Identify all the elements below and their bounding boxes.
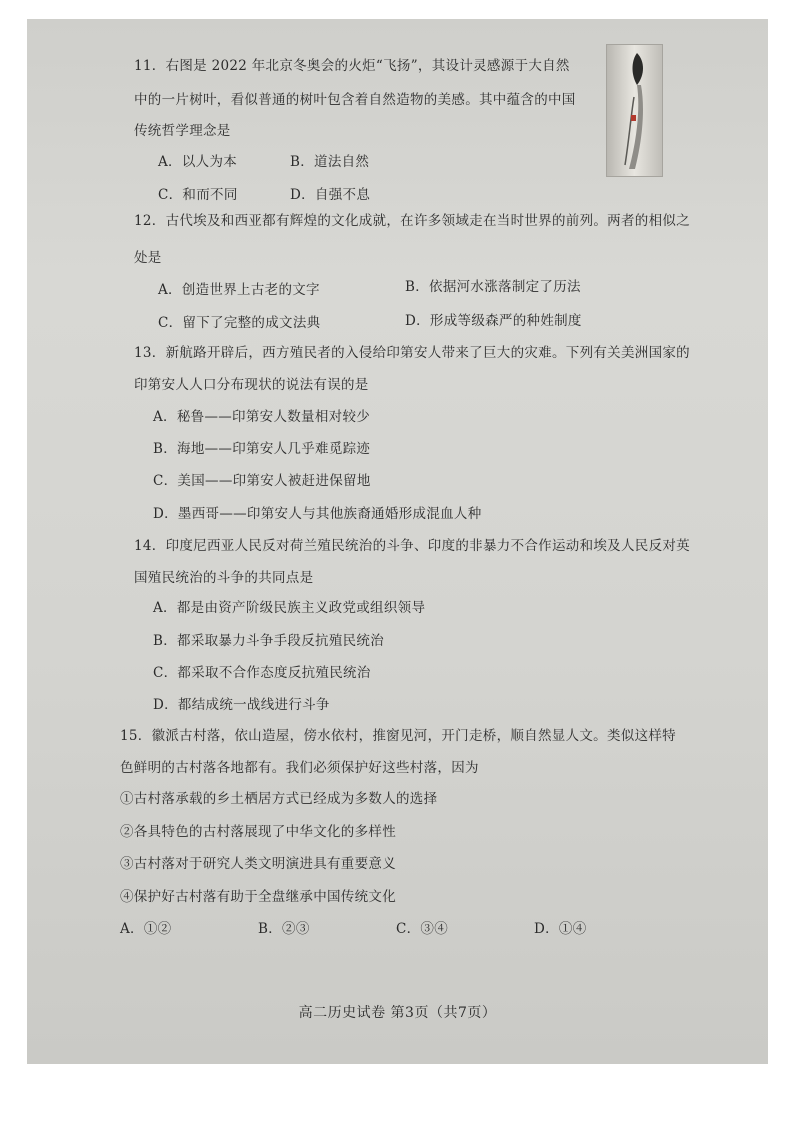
q14-stem-line-1: 14．印度尼西亚人民反对荷兰殖民统治的斗争、印度的非暴力不合作运动和埃及人民反对英 — [134, 538, 690, 554]
q14-option-d: D．都结成统一战线进行斗争 — [153, 697, 330, 713]
q15-option-a: A．①② — [120, 921, 172, 937]
q13-stem-line-2: 印第安人人口分布现状的说法有误的是 — [134, 377, 369, 393]
exam-page — [27, 19, 768, 1064]
q14-stem-line-2: 国殖民统治的斗争的共同点是 — [134, 570, 314, 586]
q12-stem-line-2: 处是 — [134, 250, 162, 266]
q15-statement-2: ②各具特色的古村落展现了中华文化的多样性 — [120, 824, 396, 840]
q15-stem-line-1: 15．徽派古村落，依山造屋，傍水依村，推窗见河，开门走桥，顺自然显人文。类似这样特 — [120, 728, 676, 744]
q15-stem-line-2: 色鲜明的古村落各地都有。我们必须保护好这些村落，因为 — [120, 760, 479, 776]
q15-option-c: C．③④ — [396, 921, 449, 937]
q13-option-b: B．海地——印第安人几乎难觅踪迹 — [153, 441, 371, 457]
q13-stem-line-1: 13．新航路开辟后，西方殖民者的入侵给印第安人带来了巨大的灾难。下列有关美洲国家的 — [134, 345, 690, 361]
page-footer: 高二历史试卷 第3页（共7页） — [298, 1005, 497, 1021]
q15-statement-4: ④保护好古村落有助于全盘继承中国传统文化 — [120, 889, 396, 905]
q11-option-a: A．以人为本 — [158, 154, 238, 170]
q14-option-c: C．都采取不合作态度反抗殖民统治 — [153, 665, 371, 681]
q12-option-b: B．依据河水涨落制定了历法 — [405, 279, 581, 295]
q12-option-d: D．形成等级森严的种姓制度 — [405, 313, 582, 329]
q12-option-a: A．创造世界上古老的文字 — [158, 282, 320, 298]
q13-option-d: D．墨西哥——印第安人与其他族裔通婚形成混血人种 — [153, 506, 482, 522]
q11-stem-line-1: 11．右图是 2022 年北京冬奥会的火炬“飞扬”，其设计灵感源于大自然 — [134, 58, 570, 74]
q11-stem-line-3: 传统哲学理念是 — [134, 123, 231, 139]
feiyang-torch-image — [607, 45, 662, 176]
q15-option-b: B．②③ — [258, 921, 310, 937]
q11-option-b: B．道法自然 — [290, 154, 370, 170]
q13-option-c: C．美国——印第安人被赶进保留地 — [153, 473, 371, 489]
q15-statement-3: ③古村落对于研究人类文明演进具有重要意义 — [120, 856, 396, 872]
q11-option-d: D．自强不息 — [290, 187, 371, 203]
q12-option-c: C．留下了完整的成文法典 — [158, 315, 321, 331]
q12-stem-line-1: 12．古代埃及和西亚都有辉煌的文化成就，在许多领域走在当时世界的前列。两者的相似之 — [134, 213, 690, 229]
q14-option-a: A．都是由资产阶级民族主义政党或组织领导 — [153, 600, 426, 616]
q15-statement-1: ①古村落承载的乡土栖居方式已经成为多数人的选择 — [120, 791, 438, 807]
q15-option-d: D．①④ — [534, 921, 587, 937]
q14-option-b: B．都采取暴力斗争手段反抗殖民统治 — [153, 633, 385, 649]
q11-option-c: C．和而不同 — [158, 187, 238, 203]
q11-stem-line-2: 中的一片树叶，看似普通的树叶包含着自然造物的美感。其中蕴含的中国 — [134, 92, 576, 108]
torch-photo — [606, 44, 663, 177]
q13-option-a: A．秘鲁——印第安人数量相对较少 — [153, 409, 371, 425]
